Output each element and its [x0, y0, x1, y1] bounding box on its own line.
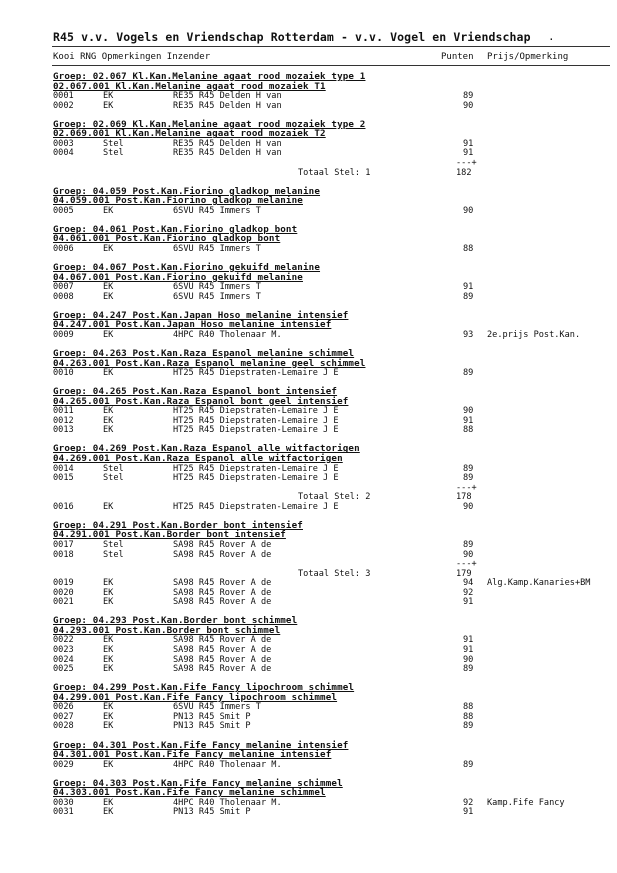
- table-row: [0, 425, 617, 435]
- column-header-prijs: Prijs/Opmerking: [487, 52, 569, 62]
- line-group: [0, 693, 617, 703]
- table-row: [0, 502, 617, 512]
- inzender: HT25 R45 Diepstraten-Lemaire J E: [173, 463, 339, 474]
- opmerking: EK: [103, 368, 114, 379]
- inzender: HT25 R45 Diepstraten-Lemaire J E: [173, 368, 339, 379]
- opmerking: EK: [103, 797, 114, 808]
- line-group: [0, 750, 617, 760]
- table-row: [0, 635, 617, 645]
- subgroup-title: 04.061.001 Post.Kan.Fiorino gladkop bont: [53, 233, 281, 245]
- opmerking: Stel: [103, 473, 124, 484]
- punten: 89: [463, 368, 474, 379]
- punten: 92: [463, 587, 474, 598]
- inzender: SA98 R45 Rover A de: [173, 664, 272, 675]
- group-title: Groep: 04.067 Post.Kan.Fiorino gekuifd melanine: [53, 262, 321, 273]
- header-rule-bottom: [52, 65, 610, 66]
- line-group: [0, 359, 617, 369]
- group-title: Groep: 04.301 Post.Kan.Fife Fancy melanine intensief: [53, 739, 349, 751]
- subgroup-title: 04.247.001 Post.Kan.Japan Hoso melanine intensief: [53, 319, 332, 331]
- punten: 88: [463, 711, 474, 722]
- opmerking: EK: [103, 645, 114, 655]
- table-row: [0, 578, 617, 588]
- group-title: Groep: 04.247 Post.Kan.Japan Hoso melanine intensief: [53, 309, 349, 321]
- inzender: 6SVU R45 Immers T: [173, 291, 261, 302]
- punten: 91: [463, 635, 474, 646]
- table-row: [0, 282, 617, 292]
- punten: 90: [463, 406, 474, 417]
- subgroup-title: 04.303.001 Post.Kan.Fife Fancy melanine schimmel: [53, 787, 326, 799]
- kooi-number: 0001: [53, 91, 74, 102]
- inzender: 6SVU R45 Immers T: [173, 702, 261, 713]
- total-row: [0, 168, 617, 178]
- inzender: HT25 R45 Diepstraten-Lemaire J E: [173, 501, 339, 512]
- column-header-punten: Punten: [441, 52, 474, 62]
- total-separator: ---+: [456, 157, 477, 168]
- inzender: HT25 R45 Diepstraten-Lemaire J E: [173, 415, 339, 426]
- kooi-number: 0028: [53, 721, 74, 732]
- punten: 90: [463, 205, 474, 216]
- table-row: [0, 760, 617, 770]
- table-row: [0, 206, 617, 216]
- opmerking: EK: [103, 425, 114, 436]
- table-row: [0, 807, 617, 817]
- opmerking: EK: [103, 329, 114, 340]
- table-row: [0, 588, 617, 598]
- punten: 94: [463, 578, 474, 589]
- subgroup-title: 04.299.001 Post.Kan.Fife Fancy lipochroom schimmel: [53, 691, 338, 703]
- inzender: HT25 R45 Diepstraten-Lemaire J E: [173, 473, 339, 484]
- line-group: [0, 530, 617, 540]
- group-title: Groep: 02.067 Kl.Kan.Melanine agaat rood mozaiek type 1: [53, 71, 366, 82]
- kooi-number: 0007: [53, 282, 74, 293]
- group-title: Groep: 02.069 Kl.Kan.Melanine agaat rood mozaiek type 2: [53, 118, 366, 130]
- line-sep: [0, 158, 617, 168]
- table-row: [0, 712, 617, 722]
- kooi-number: 0005: [53, 205, 74, 216]
- punten: 91: [463, 138, 474, 149]
- line-sep: [0, 559, 617, 569]
- punten: 88: [463, 243, 474, 254]
- line-group: [0, 454, 617, 464]
- kooi-number: 0015: [53, 473, 74, 484]
- table-row: [0, 330, 617, 340]
- subgroup-title: 04.059.001 Post.Kan.Fiorino gladkop melanine: [53, 195, 303, 207]
- kooi-number: 0025: [53, 664, 74, 675]
- subgroup-title: 04.263.001 Post.Kan.Raza Espanol melanine geel schimmel: [53, 357, 366, 369]
- total-separator: ---+: [456, 559, 477, 570]
- table-row: [0, 550, 617, 560]
- punten: 89: [463, 291, 474, 302]
- punten: 89: [463, 721, 474, 732]
- total-label: Totaal Stel: 1: [298, 167, 371, 178]
- inzender: 4HPC R40 Tholenaar M.: [173, 797, 282, 808]
- line-group: [0, 129, 617, 139]
- inzender: 4HPC R40 Tholenaar M.: [173, 759, 282, 770]
- opmerking: Stel: [103, 148, 124, 159]
- punten: 89: [463, 463, 474, 474]
- kooi-number: 0016: [53, 501, 74, 512]
- group-title: Groep: 04.263 Post.Kan.Raza Espanol melanine schimmel: [53, 347, 355, 359]
- line-group: [0, 320, 617, 330]
- punten: 89: [463, 91, 474, 102]
- opmerking: EK: [103, 243, 114, 254]
- opmerking: EK: [103, 282, 114, 293]
- total-value: 178: [456, 492, 472, 503]
- total-value: 179: [456, 568, 472, 579]
- table-row: [0, 91, 617, 101]
- opmerking: EK: [103, 654, 114, 665]
- table-row: [0, 721, 617, 731]
- opmerking: EK: [103, 91, 114, 102]
- opmerking: EK: [103, 587, 114, 598]
- group-title: Groep: 04.291 Post.Kan.Border bont intensief: [53, 519, 303, 531]
- opmerking: EK: [103, 578, 114, 589]
- inzender: RE35 R45 Delden H van: [173, 100, 282, 111]
- table-row: [0, 645, 617, 655]
- punten: 88: [463, 702, 474, 713]
- kooi-number: 0006: [53, 243, 74, 254]
- opmerking: EK: [103, 415, 114, 426]
- table-row: [0, 540, 617, 550]
- table-row: [0, 473, 617, 483]
- kooi-number: 0002: [53, 100, 74, 111]
- punten: 89: [463, 473, 474, 484]
- table-row: [0, 702, 617, 712]
- opmerking: EK: [103, 205, 114, 216]
- opmerking: EK: [103, 597, 114, 608]
- punten: 91: [463, 148, 474, 159]
- kooi-number: 0031: [53, 807, 74, 818]
- opmerking: EK: [103, 721, 114, 732]
- opmerking: Stel: [103, 549, 124, 560]
- line-group: [0, 234, 617, 244]
- inzender: 6SVU R45 Immers T: [173, 243, 261, 254]
- group-title: Groep: 04.265 Post.Kan.Raza Espanol bont intensief: [53, 386, 338, 398]
- group-title: Groep: 04.061 Post.Kan.Fiorino gladkop bont: [53, 223, 298, 235]
- inzender: PN13 R45 Smit P: [173, 711, 251, 722]
- inzender: SA98 R45 Rover A de: [173, 597, 272, 608]
- kooi-number: 0027: [53, 711, 74, 722]
- subgroup-title: 04.293.001 Post.Kan.Border bont schimmel: [53, 624, 281, 636]
- prijs-opmerking: 2e.prijs Post.Kan.: [487, 329, 581, 340]
- line-group: [0, 788, 617, 798]
- subgroup-title: 04.265.001 Post.Kan.Raza Espanol bont geel intensief: [53, 395, 349, 407]
- inzender: RE35 R45 Delden H van: [173, 148, 282, 159]
- page-title: R45 v.v. Vogels en Vriendschap Rotterdam - v.v. Vogel en Vriendschap: [53, 30, 531, 44]
- column-header-left: Kooi RNG Opmerkingen Inzender: [53, 52, 211, 62]
- kooi-number: 0014: [53, 463, 74, 474]
- table-row: [0, 244, 617, 254]
- table-row: [0, 664, 617, 674]
- prijs-opmerking: Kamp.Fife Fancy: [487, 797, 565, 808]
- kooi-number: 0008: [53, 291, 74, 302]
- table-row: [0, 597, 617, 607]
- opmerking: EK: [103, 807, 114, 818]
- opmerking: Stel: [103, 539, 124, 550]
- total-label: Totaal Stel: 2: [298, 492, 371, 503]
- inzender: PN13 R45 Smit P: [173, 721, 251, 732]
- table-row: [0, 464, 617, 474]
- line-group: [0, 273, 617, 283]
- inzender: SA98 R45 Rover A de: [173, 654, 272, 665]
- kooi-number: 0013: [53, 425, 74, 436]
- line-sep: [0, 483, 617, 493]
- group-title: Groep: 04.059 Post.Kan.Fiorino gladkop melanine: [53, 185, 321, 197]
- punten: 91: [463, 415, 474, 426]
- opmerking: Stel: [103, 138, 124, 149]
- table-row: [0, 655, 617, 665]
- punten: 91: [463, 282, 474, 293]
- line-group: [0, 626, 617, 636]
- punten: 89: [463, 759, 474, 770]
- kooi-number: 0022: [53, 635, 74, 646]
- kooi-number: 0012: [53, 415, 74, 426]
- inzender: 4HPC R40 Tholenaar M.: [173, 329, 282, 340]
- kooi-number: 0009: [53, 329, 74, 340]
- punten: 91: [463, 597, 474, 608]
- total-row: [0, 492, 617, 502]
- table-row: [0, 798, 617, 808]
- line-group: [0, 397, 617, 407]
- kooi-number: 0019: [53, 578, 74, 589]
- kooi-number: 0003: [53, 138, 74, 149]
- opmerking: EK: [103, 664, 114, 675]
- inzender: RE35 R45 Delden H van: [173, 91, 282, 102]
- punten: 90: [463, 100, 474, 111]
- kooi-number: 0011: [53, 406, 74, 417]
- total-value: 182: [456, 167, 472, 178]
- table-row: [0, 406, 617, 416]
- subgroup-title: 02.069.001 Kl.Kan.Melanine agaat rood mozaiek T2: [53, 128, 326, 140]
- title-dot: .: [548, 30, 555, 43]
- table-row: [0, 368, 617, 378]
- prijs-opmerking: Alg.Kamp.Kanaries+BM: [487, 578, 591, 589]
- inzender: SA98 R45 Rover A de: [173, 539, 272, 550]
- inzender: RE35 R45 Delden H van: [173, 138, 282, 149]
- inzender: SA98 R45 Rover A de: [173, 549, 272, 560]
- opmerking: EK: [103, 711, 114, 722]
- opmerking: Stel: [103, 463, 124, 474]
- kooi-number: 0010: [53, 368, 74, 379]
- kooi-number: 0017: [53, 539, 74, 550]
- kooi-number: 0021: [53, 597, 74, 608]
- punten: 89: [463, 539, 474, 550]
- group-title: Groep: 04.303 Post.Kan.Fife Fancy melanine schimmel: [53, 777, 343, 789]
- opmerking: EK: [103, 291, 114, 302]
- kooi-number: 0004: [53, 148, 74, 159]
- punten: 91: [463, 645, 474, 655]
- punten: 90: [463, 654, 474, 665]
- subgroup-title: 04.269.001 Post.Kan.Raza Espanol alle witfactorigen: [53, 453, 343, 464]
- kooi-number: 0023: [53, 645, 74, 655]
- opmerking: EK: [103, 406, 114, 417]
- kooi-number: 0024: [53, 654, 74, 665]
- inzender: 6SVU R45 Immers T: [173, 205, 261, 216]
- subgroup-title: 04.067.001 Post.Kan.Fiorino gekuifd melanine: [53, 271, 303, 283]
- punten: 90: [463, 501, 474, 512]
- inzender: 6SVU R45 Immers T: [173, 282, 261, 293]
- opmerking: EK: [103, 635, 114, 646]
- kooi-number: 0029: [53, 759, 74, 770]
- punten: 91: [463, 807, 474, 818]
- table-row: [0, 148, 617, 158]
- opmerking: EK: [103, 501, 114, 512]
- group-title: Groep: 04.269 Post.Kan.Raza Espanol alle witfactorigen: [53, 443, 360, 455]
- punten: 89: [463, 664, 474, 675]
- table-row: [0, 101, 617, 111]
- kooi-number: 0020: [53, 587, 74, 598]
- header-rule-top: [52, 46, 610, 47]
- kooi-number: 0026: [53, 702, 74, 713]
- line-group: [0, 82, 617, 92]
- total-label: Totaal Stel: 3: [298, 568, 371, 579]
- inzender: PN13 R45 Smit P: [173, 807, 251, 818]
- group-title: Groep: 04.299 Post.Kan.Fife Fancy lipochroom schimmel: [53, 682, 355, 694]
- punten: 88: [463, 425, 474, 436]
- opmerking: EK: [103, 100, 114, 111]
- inzender: SA98 R45 Rover A de: [173, 578, 272, 589]
- table-row: [0, 416, 617, 426]
- subgroup-title: 04.291.001 Post.Kan.Border bont intensief: [53, 529, 286, 541]
- punten: 92: [463, 797, 474, 808]
- line-group: [0, 196, 617, 206]
- table-row: [0, 139, 617, 149]
- opmerking: EK: [103, 702, 114, 713]
- total-row: [0, 569, 617, 579]
- inzender: SA98 R45 Rover A de: [173, 587, 272, 598]
- inzender: SA98 R45 Rover A de: [173, 635, 272, 646]
- kooi-number: 0018: [53, 549, 74, 560]
- kooi-number: 0030: [53, 797, 74, 808]
- group-title: Groep: 04.293 Post.Kan.Border bont schimmel: [53, 615, 298, 627]
- inzender: SA98 R45 Rover A de: [173, 645, 272, 655]
- inzender: HT25 R45 Diepstraten-Lemaire J E: [173, 406, 339, 417]
- subgroup-title: 04.301.001 Post.Kan.Fife Fancy melanine intensief: [53, 749, 332, 761]
- punten: 90: [463, 549, 474, 560]
- punten: 93: [463, 329, 474, 340]
- inzender: HT25 R45 Diepstraten-Lemaire J E: [173, 425, 339, 436]
- table-row: [0, 292, 617, 302]
- opmerking: EK: [103, 759, 114, 770]
- subgroup-title: 02.067.001 Kl.Kan.Melanine agaat rood mozaiek T1: [53, 80, 326, 92]
- total-separator: ---+: [456, 482, 477, 493]
